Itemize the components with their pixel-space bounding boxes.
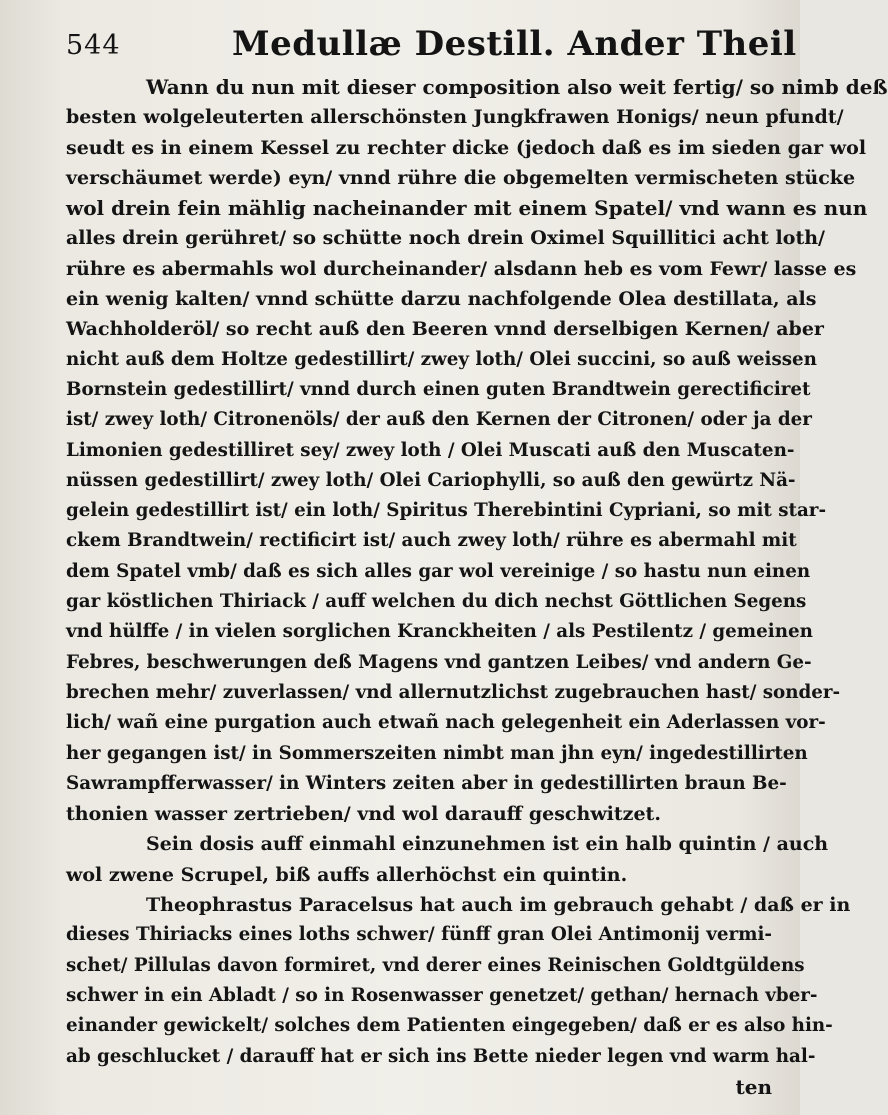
running-head: Medullæ Destill. Ander Theil <box>232 24 797 64</box>
text-line: dieses Thiriacks eines loths schwer/ fünff gran Olei Antimonij vermi- <box>66 924 773 946</box>
text-line: Limonien gedestilliret sey/ zwey loth / Olei Muscati auß den Muscaten- <box>66 439 795 461</box>
text-line: ist/ zwey loth/ Citronenöls/ der auß den Kernen der Citronen/ oder ja der <box>66 409 812 431</box>
text-line: vnd hülffe / in vielen sorglichen Kranckheiten / als Pestilentz / gemeinen <box>66 621 813 643</box>
text-line: wol zwene Scrupel, biß auffs allerhöchst ein quintin. <box>66 863 628 886</box>
text-line: lich/ wañ eine purgation auch etwañ nach gelegenheit ein Aderlassen vor- <box>66 712 826 734</box>
text-line: thonien wasser zertrieben/ vnd wol darauff geschwitzet. <box>66 803 661 826</box>
text-line: dem Spatel vmb/ daß es sich alles gar wol vereinige / so hastu nun einen <box>66 560 811 582</box>
text-line: gelein gedestillirt ist/ ein loth/ Spiritus Therebintini Cypriani, so mit star- <box>66 500 827 522</box>
text-line: schet/ Pillulas davon formiret, vnd derer eines Reinischen Goldtgüldens <box>66 954 805 976</box>
text-line: brechen mehr/ zuverlassen/ vnd allernutzlichst zugebrauchen hast/ sonder- <box>66 681 841 703</box>
text-line: wol drein fein mählig nacheinander mit einem Spatel/ vnd wann es nun <box>66 196 868 221</box>
text-line: Febres, beschwerungen deß Magens vnd gantzen Leibes/ vnd andern Ge- <box>66 651 812 673</box>
text-line: schwer in ein Abladt / so in Rosenwasser genetzet/ gethan/ hernach vber- <box>66 984 818 1006</box>
text-line: rühre es abermahls wol durcheinander/ alsdann heb es vom Fewr/ lasse es <box>66 257 857 280</box>
text-line: Theophrastus Paracelsus hat auch im gebrauch gehabt / daß er in <box>146 894 851 917</box>
text-line: Sein dosis auff einmahl einzunehmen ist ein halb quintin / auch <box>146 833 829 856</box>
text-line: alles drein gerühret/ so schütte noch drein Oximel Squillitici acht loth/ <box>66 227 825 250</box>
text-line: verschäumet werde) eyn/ vnnd rühre die obgemelten vermischeten stücke <box>66 166 856 189</box>
text-line: her gegangen ist/ in Sommerszeiten nimbt man jhn eyn/ ingedestillirten <box>66 742 808 764</box>
text-line: einander gewickelt/ solches dem Patienten eingegeben/ daß er es also hin- <box>66 1015 833 1037</box>
text-line: Bornstein gedestillirt/ vnnd durch einen guten Brandtwein gerectificiret <box>66 378 811 400</box>
text-line: ten <box>735 1074 772 1099</box>
text-line: besten wolgeleuterten allerschönsten Jungkfrawen Honigs/ neun pfundt/ <box>66 106 844 129</box>
page-header <box>60 14 797 66</box>
page-number: 544 <box>66 30 121 61</box>
body-text <box>66 72 888 1102</box>
text-line: nüssen gedestillirt/ zwey loth/ Olei Cariophylli, so auß den gewürtz Nä- <box>66 469 796 491</box>
text-line: nicht auß dem Holtze gedestillirt/ zwey loth/ Olei succini, so auß weissen <box>66 348 817 370</box>
text-line: Wachholderöl/ so recht auß den Beeren vnnd derselbigen Kernen/ aber <box>66 318 824 341</box>
text-line: Sawrampfferwasser/ in Winters zeiten aber in gedestillirten braun Be- <box>66 772 787 794</box>
text-line: ab geschlucket / darauff hat er sich ins Bette nieder legen vnd warm hal- <box>66 1045 816 1067</box>
text-line: ein wenig kalten/ vnnd schütte darzu nachfolgende Olea destillata, als <box>66 288 817 311</box>
text-line: ckem Brandtwein/ rectificirt ist/ auch zwey loth/ rühre es abermahl mit <box>66 530 797 552</box>
text-line: seudt es in einem Kessel zu rechter dicke (jedoch daß es im sieden gar wol <box>66 136 867 159</box>
text-line: gar köstlichen Thiriack / auff welchen du dich nechst Göttlichen Segens <box>66 591 807 613</box>
text-line: Wann du nun mit dieser composition also weit fertig/ so nimb deß <box>146 75 888 99</box>
